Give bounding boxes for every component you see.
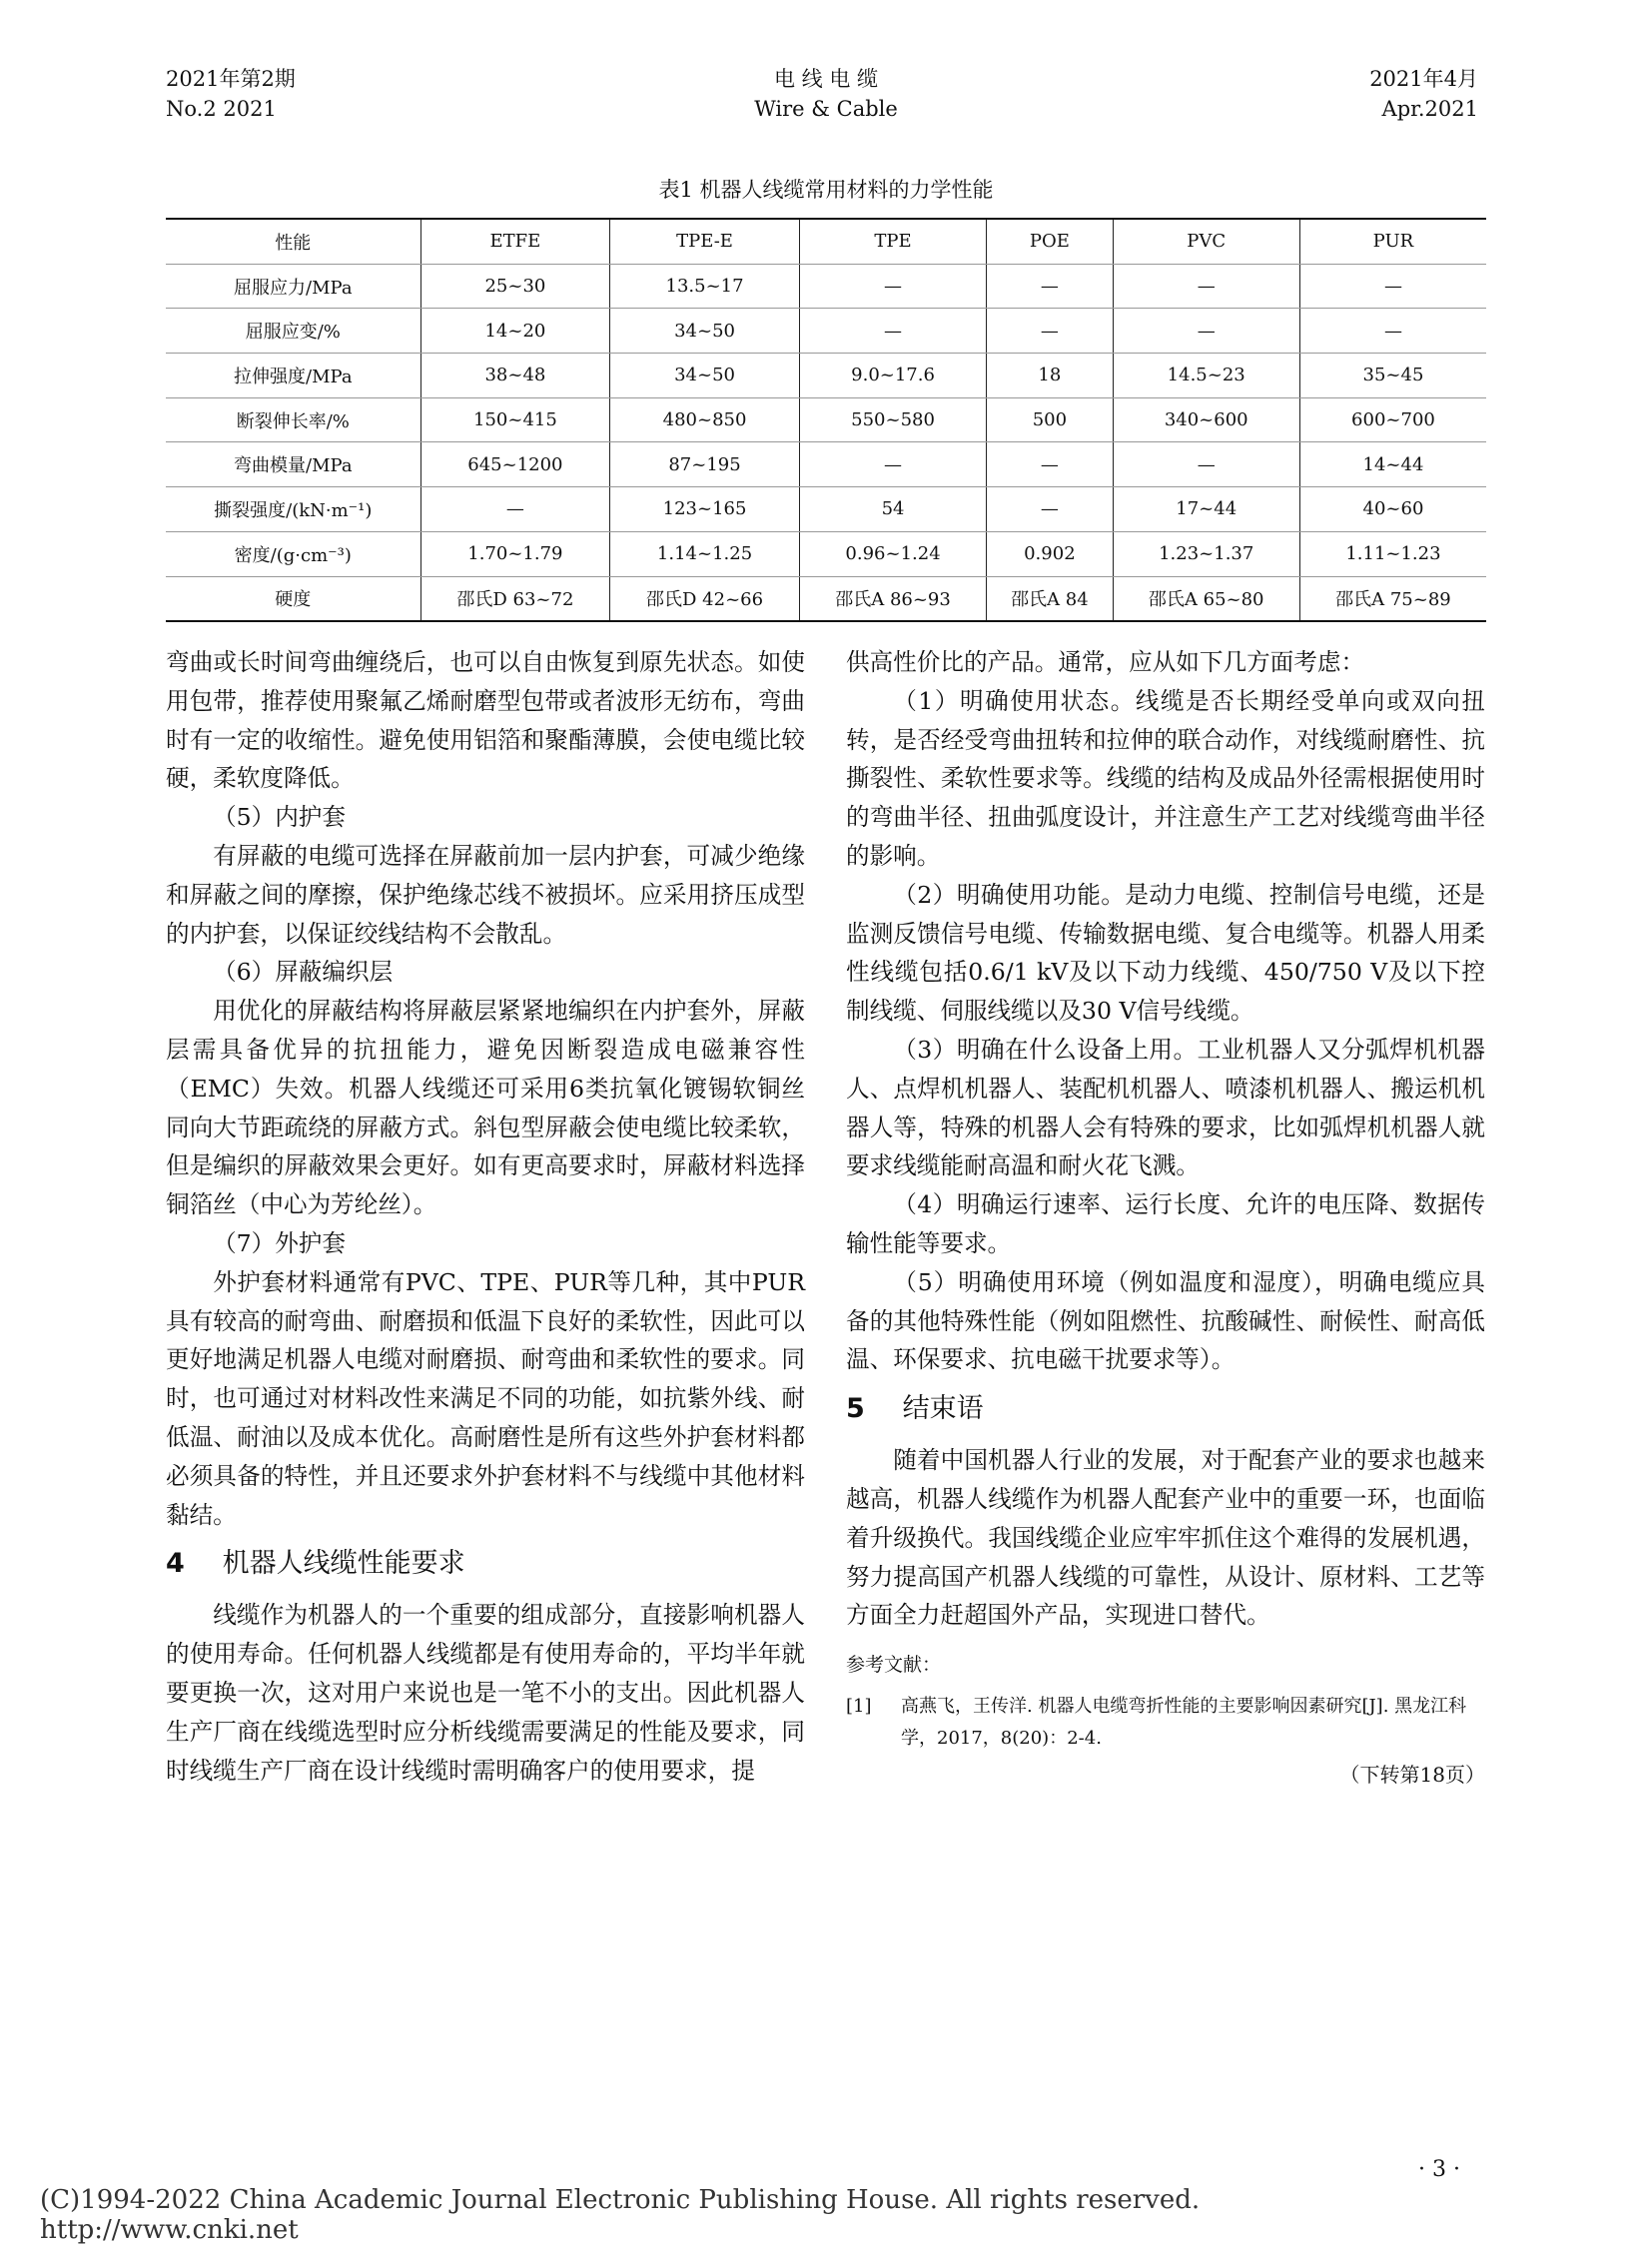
journal-name-en: Wire & Cable	[754, 97, 898, 121]
table-caption: 表1 机器人线缆常用材料的力学性能	[658, 178, 994, 202]
copyright-footer: (C)1994-2022 China Academic Journal Electronic Publishing House. All rights reserved. http://www.cnki.net	[40, 2185, 1201, 2245]
value-cell: 18	[987, 354, 1113, 398]
value-cell: 500	[987, 397, 1113, 442]
value-cell: —	[1113, 309, 1299, 354]
value-cell: 1.11~1.23	[1299, 531, 1486, 576]
value-cell: 14~20	[420, 309, 610, 354]
value-cell: —	[1299, 264, 1486, 309]
section-heading	[846, 1389, 1485, 1429]
value-cell: 1.23~1.37	[1113, 531, 1299, 576]
value-cell: 邵氏D 63~72	[420, 576, 610, 621]
value-cell: 13.5~17	[610, 264, 800, 309]
value-cell: 54	[799, 487, 986, 532]
property-name-cell: 密度/(g·cm⁻³)	[166, 531, 420, 576]
paragraph: （2）明确使用功能。是动力电缆、控制信号电缆，还是监测反馈信号电缆、传输数据电缆、复合电缆等。机器人用柔性线缆包括0.6/1 kV及以下动力线缆、450/750 V及以下控制线缆、伺服线缆以及30 V信号线缆。	[846, 880, 1485, 1026]
issue-cn: 2021年第2期	[166, 67, 296, 91]
right-column	[846, 643, 1485, 1791]
references	[846, 1649, 1485, 1791]
value-cell: —	[1113, 264, 1299, 309]
section-title: 机器人线缆性能要求	[222, 1548, 465, 1580]
table-row	[166, 442, 1486, 487]
value-cell: 480~850	[610, 397, 800, 442]
paragraph: （3）明确在什么设备上用。工业机器人又分弧焊机机器人、点焊机机器人、装配机机器人、喷漆机机器人、搬运机机器人等，特殊的机器人会有特殊的要求，比如弧焊机机器人就要求线缆能耐高温和耐火花飞溅。	[846, 1035, 1485, 1180]
value-cell: 87~195	[610, 442, 800, 487]
paragraph: 线缆作为机器人的一个重要的组成部分，直接影响机器人的使用寿命。任何机器人线缆都是有使用寿命的，平均半年就要更换一次，这对用户来说也是一笔不小的支出。因此机器人生产厂商在线缆选型时应分析线缆需要满足的性能及要求，同时线缆生产厂商在设计线缆时需明确客户的使用要求，提	[166, 1601, 805, 1785]
value-cell: —	[987, 264, 1113, 309]
header-cell: TPE	[799, 219, 986, 264]
table-row	[166, 576, 1486, 621]
reference-number: [1]	[846, 1696, 872, 1718]
section-title: 结束语	[902, 1393, 984, 1425]
value-cell: 邵氏A 84	[987, 576, 1113, 621]
value-cell: 1.14~1.25	[610, 531, 800, 576]
journal-date	[1179, 64, 1478, 124]
value-cell: 38~48	[420, 354, 610, 398]
property-name-cell: 撕裂强度/(kN·m⁻¹)	[166, 487, 420, 532]
table-row	[166, 397, 1486, 442]
table-row	[166, 354, 1486, 398]
property-name-cell: 屈服应力/MPa	[166, 264, 420, 309]
property-name-cell: 弯曲模量/MPa	[166, 442, 420, 487]
value-cell: 550~580	[799, 397, 986, 442]
subheading: （5）内护套	[213, 803, 346, 832]
journal-issue	[166, 64, 296, 124]
table-row	[166, 487, 1486, 532]
value-cell: 40~60	[1299, 487, 1486, 532]
value-cell: —	[987, 309, 1113, 354]
paragraph: 弯曲或长时间弯曲缠绕后，也可以自由恢复到原先状态。如使用包带，推荐使用聚氟乙烯耐磨型包带或者波形无纺布，弯曲时有一定的收缩性。避免使用铝箔和聚酯薄膜，会使电缆比较硬，柔软度降低。	[166, 648, 805, 793]
value-cell: —	[799, 309, 986, 354]
header-cell: POE	[987, 219, 1113, 264]
value-cell: 645~1200	[420, 442, 610, 487]
value-cell: —	[1113, 442, 1299, 487]
date-cn: 2021年4月	[1369, 67, 1478, 91]
value-cell: 邵氏A 65~80	[1113, 576, 1299, 621]
table-header-row	[166, 219, 1486, 264]
paragraph: （1）明确使用状态。线缆是否长期经受单向或双向扭转，是否经受弯曲扭转和拉伸的联合动作，对线缆耐磨性、抗撕裂性、柔软性要求等。线缆的结构及成品外径需根据使用时的弯曲半径、扭曲弧度设计，并注意生产工艺对线缆弯曲半径的影响。	[846, 686, 1485, 870]
value-cell: 9.0~17.6	[799, 354, 986, 398]
paragraph: 外护套材料通常有PVC、TPE、PUR等几种，其中PUR具有较高的耐弯曲、耐磨损和低温下良好的柔软性，因此可以更好地满足机器人电缆对耐磨损、耐弯曲和柔软性的要求。同时，也可通过对材料改性来满足不同的功能，如抗紫外线、耐低温、耐油以及成本优化。高耐磨性是所有这些外护套材料都必须具备的特性，并且还要求外护套材料不与线缆中其他材料黏结。	[166, 1267, 805, 1529]
paragraph: 随着中国机器人行业的发展，对于配套产业的要求也越来越高，机器人线缆作为机器人配套产业中的重要一环，也面临着升级换代。我国线缆企业应牢牢抓住这个难得的发展机遇，努力提高国产机器人线缆的可靠性，从设计、原材料、工艺等方面全力赶超国外产品，实现进口替代。	[846, 1446, 1485, 1630]
value-cell: 1.70~1.79	[420, 531, 610, 576]
subheading: （6）屏蔽编织层	[213, 958, 394, 987]
value-cell: 邵氏A 75~89	[1299, 576, 1486, 621]
issue-en: No.2 2021	[166, 97, 277, 121]
value-cell: —	[799, 264, 986, 309]
value-cell: —	[799, 442, 986, 487]
section-number: 5	[846, 1393, 865, 1425]
value-cell: 35~45	[1299, 354, 1486, 398]
value-cell: 0.902	[987, 531, 1113, 576]
reference-text: 高燕飞，王传洋. 机器人电缆弯折性能的主要影响因素研究[J]. 黑龙江科学，2017，8(20)：2-4.	[901, 1696, 1467, 1750]
journal-name	[626, 64, 1026, 124]
value-cell: 150~415	[420, 397, 610, 442]
section-number: 4	[166, 1548, 185, 1580]
value-cell: —	[420, 487, 610, 532]
value-cell: 17~44	[1113, 487, 1299, 532]
value-cell: 25~30	[420, 264, 610, 309]
header-cell: ETFE	[420, 219, 610, 264]
header-cell: PUR	[1299, 219, 1486, 264]
journal-name-cn: 电 线 电 缆	[773, 67, 879, 91]
paragraph: （4）明确运行速率、运行长度、允许的电压降、数据传输性能等要求。	[846, 1190, 1485, 1257]
value-cell: 34~50	[610, 309, 800, 354]
value-cell: 34~50	[610, 354, 800, 398]
paragraph: 供高性价比的产品。通常，应从如下几方面考虑：	[846, 648, 1365, 676]
header-cell: PVC	[1113, 219, 1299, 264]
header-cell: 性能	[166, 219, 420, 264]
value-cell: 14.5~23	[1113, 354, 1299, 398]
date-en: Apr.2021	[1381, 97, 1478, 121]
paragraph: 有屏蔽的电缆可选择在屏蔽前加一层内护套，可减少绝缘和屏蔽之间的摩擦，保护绝缘芯线不被损坏。应采用挤压成型的内护套，以保证绞线结构不会散乱。	[166, 841, 805, 948]
references-title: 参考文献：	[846, 1654, 942, 1677]
property-name-cell: 拉伸强度/MPa	[166, 354, 420, 398]
value-cell: —	[987, 442, 1113, 487]
value-cell: —	[987, 487, 1113, 532]
reference-item	[846, 1691, 1485, 1755]
property-name-cell: 断裂伸长率/%	[166, 397, 420, 442]
value-cell: 邵氏D 42~66	[610, 576, 800, 621]
table-row	[166, 309, 1486, 354]
continued-note: （下转第18页）	[1339, 1763, 1485, 1788]
table-row	[166, 264, 1486, 309]
paragraph: （5）明确使用环境（例如温度和湿度），明确电缆应具备的其他特殊性能（例如阻燃性、抗酸碱性、耐候性、耐高低温、环保要求、抗电磁干扰要求等）。	[846, 1267, 1485, 1374]
header-cell: TPE-E	[610, 219, 800, 264]
value-cell: 14~44	[1299, 442, 1486, 487]
paragraph: 用优化的屏蔽结构将屏蔽层紧紧地编织在内护套外，屏蔽层需具备优异的抗扭能力，避免因断裂造成电磁兼容性（EMC）失效。机器人线缆还可采用6类抗氧化镀锡软铜丝同向大节距疏绕的屏蔽方式。斜包型屏蔽会使电缆比较柔软，但是编织的屏蔽效果会更好。如有更高要求时，屏蔽材料选择铜箔丝（中心为芳纶丝）。	[166, 997, 805, 1219]
page-number: · 3 ·	[1418, 2157, 1460, 2182]
value-cell: 123~165	[610, 487, 800, 532]
section-heading	[166, 1544, 805, 1584]
subheading: （7）外护套	[213, 1228, 346, 1257]
value-cell: 340~600	[1113, 397, 1299, 442]
value-cell: —	[1299, 309, 1486, 354]
value-cell: 600~700	[1299, 397, 1486, 442]
value-cell: 邵氏A 86~93	[799, 576, 986, 621]
property-name-cell: 硬度	[166, 576, 420, 621]
table-row	[166, 531, 1486, 576]
value-cell: 0.96~1.24	[799, 531, 986, 576]
properties-table	[166, 218, 1486, 622]
property-name-cell: 屈服应变/%	[166, 309, 420, 354]
left-column	[166, 643, 805, 1790]
